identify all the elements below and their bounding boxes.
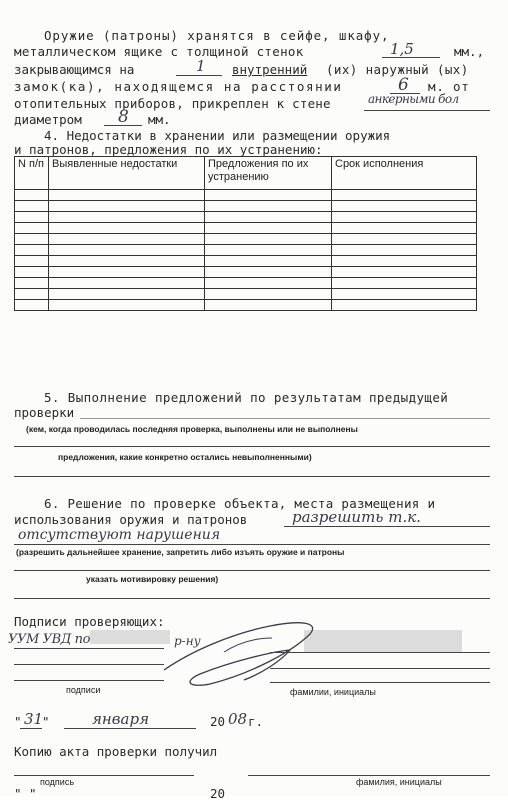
table-row [15,256,477,267]
table-cell [332,190,477,201]
sign-line-2 [14,664,164,665]
redacted-block [90,630,170,644]
diameter-underline [104,125,142,126]
section5-line-1: 5. Выполнение предложений по результатам предыдущей [44,390,449,405]
table-cell [15,234,49,245]
section5-caption-1: (кем, когда проводилась последняя проверка, выполнены или не выполнены [26,424,358,434]
table-cell [49,190,205,201]
table-row [15,201,477,212]
table-cell [332,245,477,256]
col-header-deficiencies: Выявленные недостатки [49,157,205,190]
table-cell [49,245,205,256]
table-cell [205,245,332,256]
date-year-prefix: 20 [210,714,226,729]
table-cell [49,289,205,300]
section6-caption-2: указать мотивировку решения) [86,574,219,584]
section6-fill-line-2 [14,598,490,599]
table-cell [49,300,205,311]
section5-fill-line-3 [14,476,490,477]
table-body [15,190,477,311]
signatures-caption-sign: подписи [66,685,101,695]
table-row [15,300,477,311]
locks-count: 1 [196,57,206,75]
decision-underline-2 [14,544,490,545]
section4-line-1: 4. Недостатки в хранении или размещении оружия [44,128,391,143]
para-line-6-end: мм. [148,112,171,127]
fastening-value: анкерными бол [368,92,459,106]
para-line-4-end: м. от [428,79,470,94]
para-line-1: Оружие (патроны) хранятся в сейфе, шкафу, [44,28,390,43]
table-cell [205,256,332,267]
para-line-6-start: диаметром [14,112,82,127]
copy-caption-name: фамилия, инициалы [356,777,442,787]
date-year-suffix: 08 [228,710,248,728]
table-cell [15,278,49,289]
table-cell [332,289,477,300]
table-cell [15,256,49,267]
table-cell [332,278,477,289]
table-cell [49,234,205,245]
table-cell [205,300,332,311]
date-month-underline [64,728,196,729]
col-header-deadline: Срок исполнения [332,157,477,190]
section4-line-2: и патронов, предложения по их устранению: [14,142,323,157]
table-cell [205,278,332,289]
table-cell [205,212,332,223]
section6-caption-1: (разрешить дальнейшее хранение, запретить либо изъять оружие и патроны [16,547,345,557]
table-cell [49,256,205,267]
decision-underline-1 [284,526,490,527]
table-cell [205,267,332,278]
section6-line-2: использования оружия и патронов [14,512,248,527]
decision-handwritten-2: отсутствуют нарушения [18,527,221,543]
date-day: 31 [24,710,44,728]
signatures-caption-name: фамилии, инициалы [290,687,376,697]
thickness-underline [382,57,440,58]
bottom-date-year: 20 [210,786,226,801]
table-row [15,245,477,256]
bottom-date-quote: " " [14,786,37,801]
para-line-2: металлическом ящике с толщиной стенок [14,44,304,59]
table-cell [332,256,477,267]
table-row [15,190,477,201]
para-line-4-start: замок(ка), находящемся на расстоянии [14,79,343,94]
copy-received-text: Копию акта проверки получил [14,744,218,759]
table-cell [332,212,477,223]
lock-type: внутренний [232,62,308,77]
thickness-value: 1,5 [390,40,414,58]
copy-caption-sign: подпись [40,777,75,787]
table-cell [15,300,49,311]
section6-line-1: 6. Решение по проверке объекта, места размещения и [44,496,436,511]
deficiencies-table [14,156,477,311]
table-cell [205,223,332,234]
table-cell [15,289,49,300]
section6-fill-line [14,570,490,571]
decision-handwritten-1: разрешить т.к. [292,508,421,526]
section5-caption-2: предложения, какие конкретно остались невыполненными) [58,452,312,462]
copy-name-line [248,775,490,776]
name-line-1 [270,652,490,653]
date-year-unit: г. [248,714,264,729]
table-cell [15,267,49,278]
copy-sign-line [14,775,194,776]
signatures-title: Подписи проверяющих: [14,614,165,629]
table-cell [332,201,477,212]
section5-fill-line-1 [80,418,490,419]
table-cell [205,289,332,300]
table-cell [332,234,477,245]
table-cell [49,201,205,212]
name-line-3 [270,682,490,683]
table-cell [49,278,205,289]
table-cell [205,234,332,245]
distance-value: 6 [398,75,409,95]
sign-line-1 [14,648,164,649]
table-row [15,212,477,223]
date-quote-close: " [42,714,50,729]
table-row [15,223,477,234]
rank-handwritten: р-ну [174,634,201,648]
inspector-handwritten: УУМ УВД по [8,632,91,647]
table-row [15,234,477,245]
table-cell [205,201,332,212]
table-cell [332,267,477,278]
table-row [15,289,477,300]
table-cell [15,212,49,223]
table-row [15,267,477,278]
table-cell [49,223,205,234]
para-line-3-end: (их) наружный (ых) [326,62,469,77]
date-month: января [92,710,150,728]
col-header-proposals: Предложения по их устранению [205,157,332,190]
table-cell [49,267,205,278]
date-day-underline [20,728,42,729]
section5-line-2: проверки [14,405,75,420]
sign-line-3 [14,680,164,681]
table-cell [332,300,477,311]
table-cell [15,245,49,256]
col-header-number: N п/п [15,157,49,190]
para-line-5: отопительных приборов, прикреплен к стене [14,96,331,111]
para-line-2-end: мм., [454,44,485,59]
table-row [15,278,477,289]
date-quote-open: " [14,714,22,729]
table-cell [332,223,477,234]
section5-fill-line-2 [14,446,490,447]
name-line-2 [270,668,490,669]
locks-count-underline [176,75,222,76]
table-cell [15,190,49,201]
table-cell [205,190,332,201]
para-line-3-start: закрывающимся на [14,62,135,77]
diameter-value: 8 [118,107,129,127]
table-cell [49,212,205,223]
fastening-underline [364,110,490,111]
table-cell [15,223,49,234]
table-cell [15,201,49,212]
